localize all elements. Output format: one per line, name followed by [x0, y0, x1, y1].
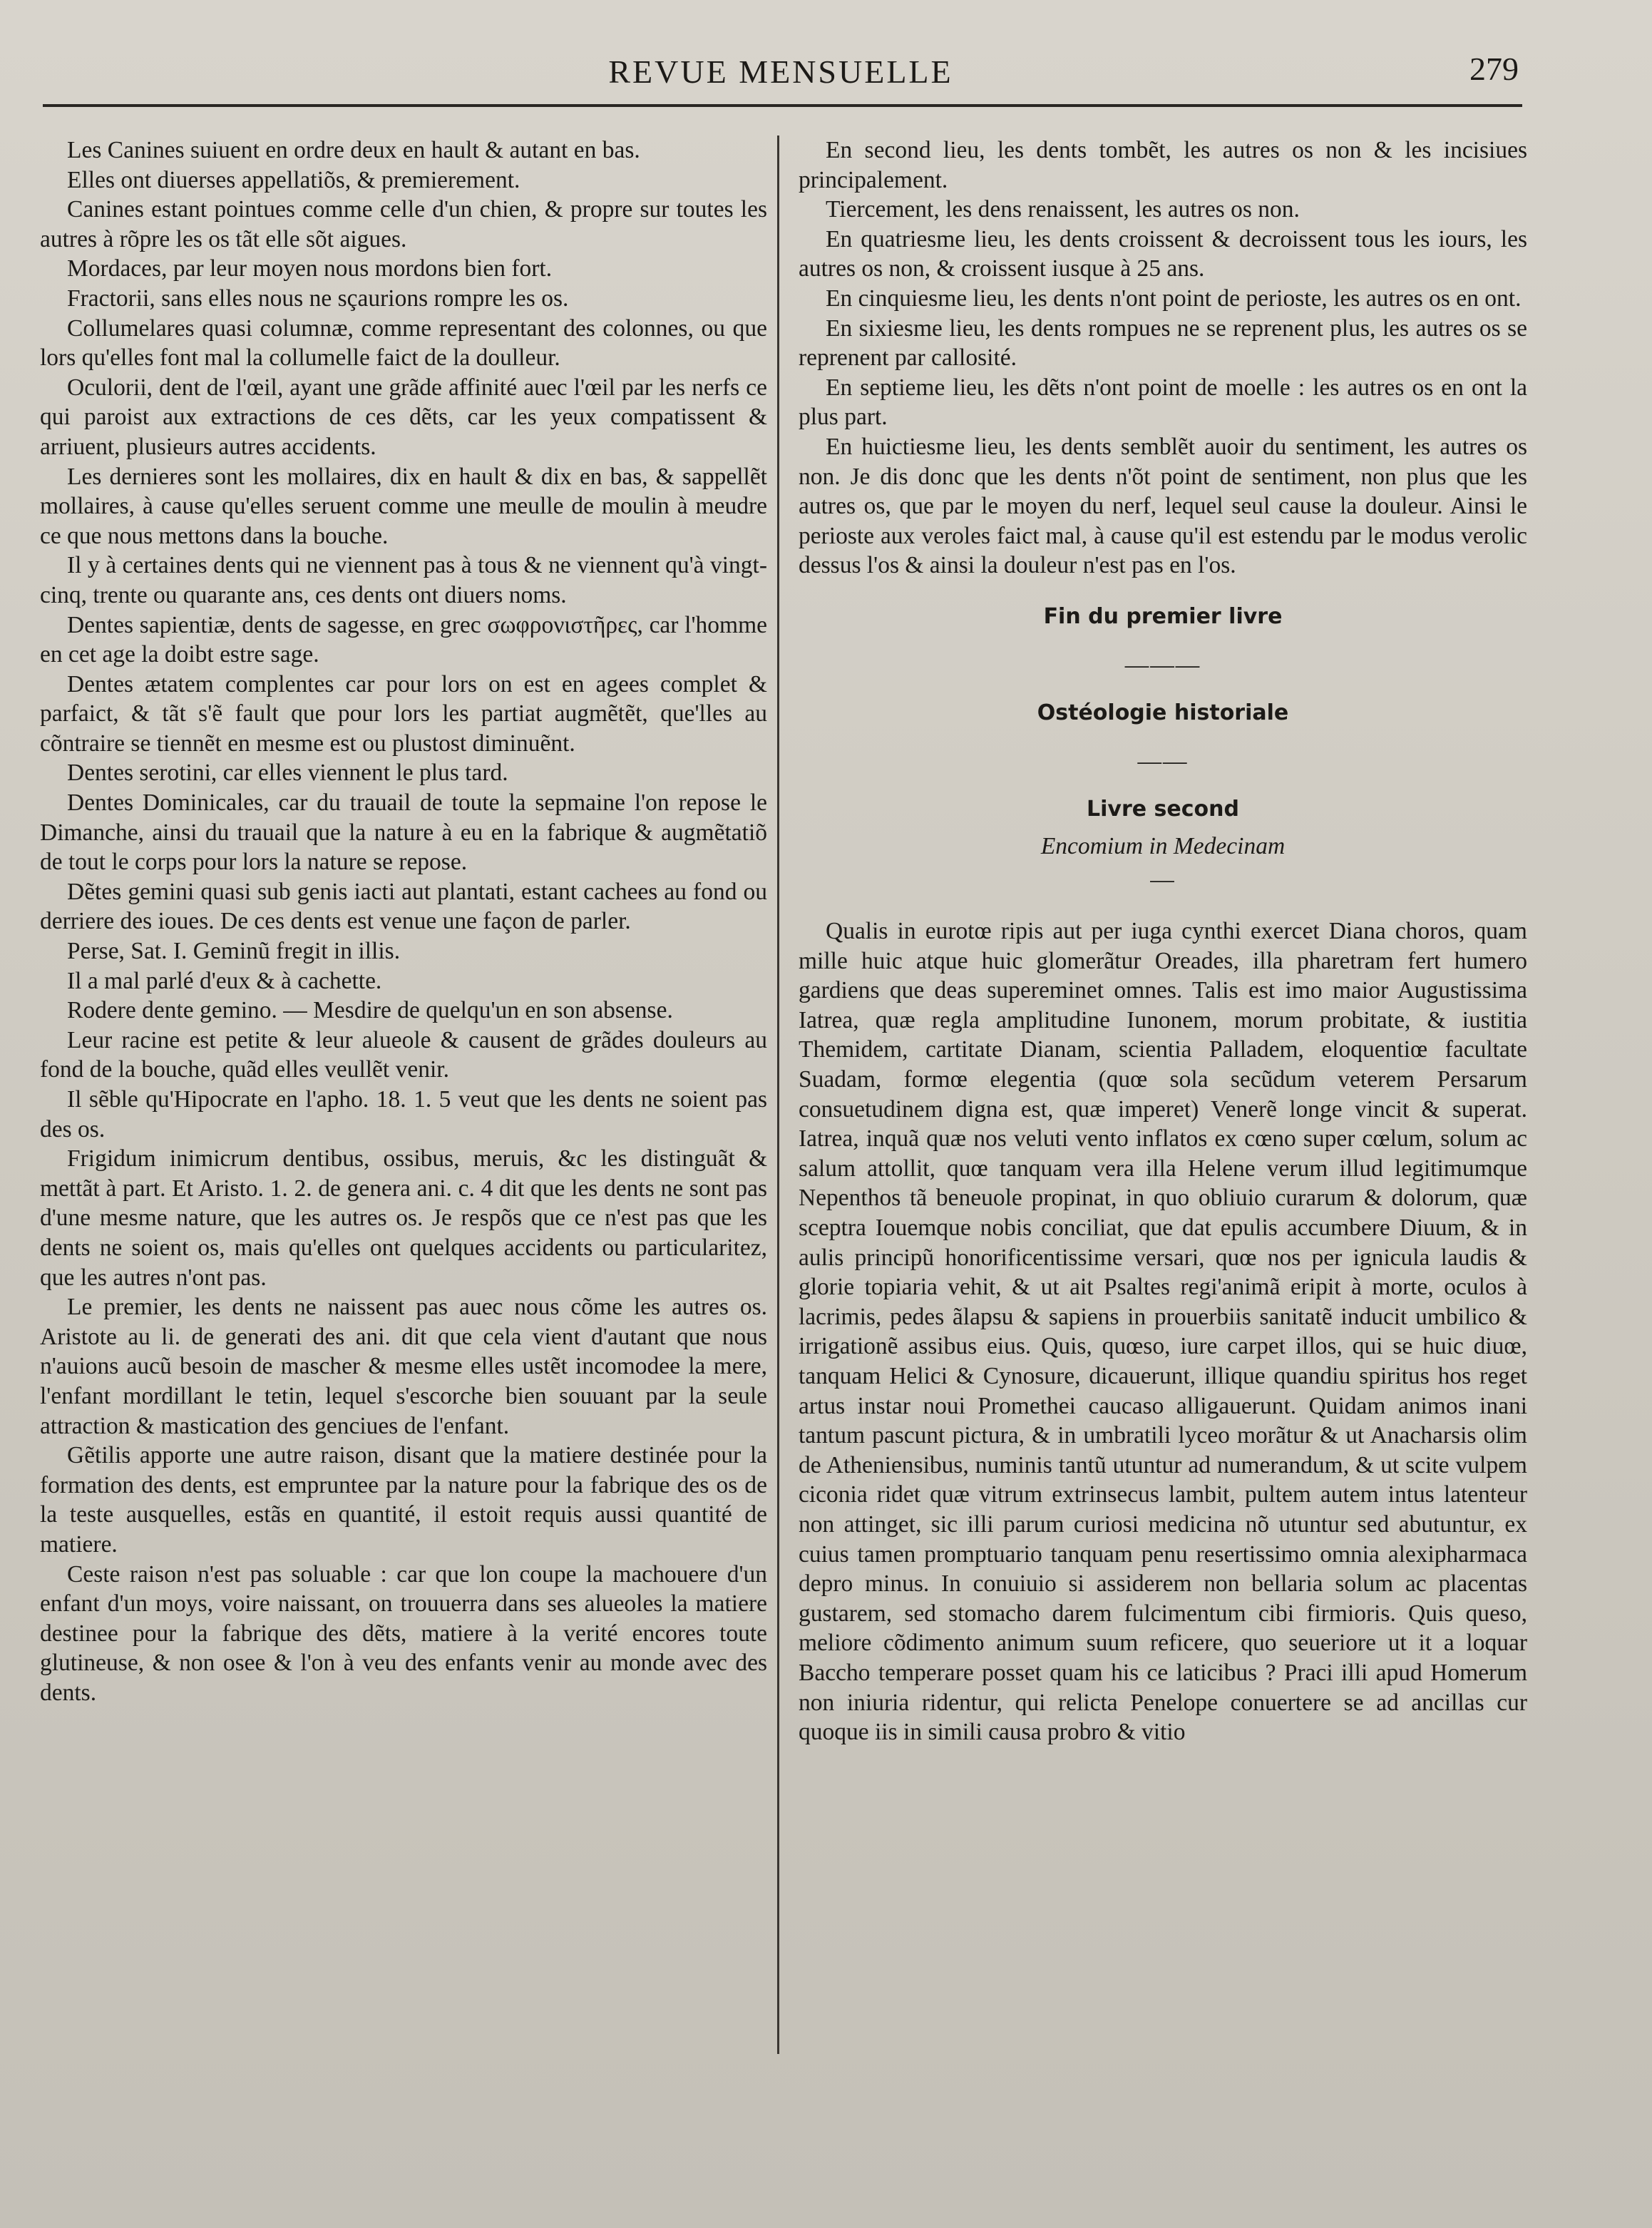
- separator-dash: ——: [1137, 747, 1189, 775]
- paragraph: En cinquiesme lieu, les dents n'ont point de perioste, les autres os en ont.: [826, 285, 1522, 312]
- paragraph: Il a mal parlé d'eux & à cachette.: [67, 967, 382, 994]
- paragraph: Elles ont diuerses appellatiõs, & premierement.: [67, 166, 520, 193]
- separator-dash: ———: [1124, 651, 1201, 678]
- column-divider: [777, 136, 779, 2054]
- paragraph: Dentes serotini, car elles viennent le plus tard.: [67, 760, 508, 787]
- left-column: [40, 136, 767, 1707]
- page-header: [43, 37, 1519, 101]
- paragraph: Frigidum inimicrum dentibus, ossibus, meruis, &c les distinguãt & mettãt à part. Et Aristo. 1. 2. de genera ani. c. 4 dit que les dents ne sont pas d'une mesme nature, que les autres os. Je respõs que ce n'est pas que les dents ne soient os, mais qu'elles ont quelques accidents ou particularitez, que les autres n'ont pas.: [40, 1145, 767, 1291]
- paragraph: Dentes Dominicales, car du trauail de toute la sepmaine l'on repose le Dimanche, ainsi du trauail que la nature à eu en la fabrique & augmẽtatiõ de tout le corps pour lors la nature se repose.: [40, 789, 767, 876]
- paragraph: Rodere dente gemino. — Mesdire de quelqu'un en son absense.: [67, 997, 673, 1024]
- paragraph: Les dernieres sont les mollaires, dix en hault & dix en bas, & sappellẽt mollaires, à cause qu'elles seruent comme une meulle de moulin à meudre ce que nous mettons dans la bouche.: [40, 463, 767, 549]
- paragraph: Ceste raison n'est pas soluable : car que lon coupe la machouere d'un enfant d'un moys, voire naissant, on trouuerra dans ses alueoles la matiere destinee pour la fabrique des dẽts, matiere à la verité encores toute glutineuse, & non osee & l'on à veu des enfants venir au monde avec des dents.: [40, 1560, 767, 1706]
- paragraph: Gẽtilis apporte une autre raison, disant que la matiere destinée pour la formation des dents, est empruntee par la nature pour la fabrique des os de la teste ausquelles, estãs en quantité, il estoit requis aussi quantité de matiere.: [40, 1442, 767, 1558]
- paragraph: En sixiesme lieu, les dents rompues ne se reprenent plus, les autres os se reprenent par callosité.: [799, 315, 1527, 372]
- paragraph: Les Canines suiuent en ordre deux en hault & autant en bas.: [67, 137, 640, 163]
- paragraph: En huictiesme lieu, les dents semblẽt auoir du sentiment, les autres os non. Je dis donc que les dents n'õt point de sentiment, non plus que les autres os, que par le moyen du nerf, lequel seul cause la douleur. Ainsi le perioste aux veroles faict mal, à cause qu'il est estendu par le modus verolic dessus l'os & ainsi la douleur n'est pas en l'os.: [799, 433, 1527, 579]
- running-title: REVUE MENSUELLE: [608, 53, 953, 90]
- end-of-book-heading: Fin du premier livre: [1043, 603, 1283, 629]
- paragraph: Le premier, les dents ne naissent pas auec nous cõme les autres os. Aristote au li. de generati des ani. dit que cela vient d'autant que nous n'auions aucũ besoin de mascher & mesme elles ustẽt incomodee la mere, l'enfant mordillant le tetin, lequel s'escorche bien souuant par la seule attraction & mastication des genciues de l'enfant.: [40, 1294, 767, 1439]
- paragraph: Fractorii, sans elles nous ne sçaurions rompre les os.: [67, 285, 569, 312]
- part-title: Ostéologie historiale: [1037, 700, 1289, 726]
- paragraph: En septieme lieu, les dẽts n'ont point de moelle : les autres os en ont la plus part.: [799, 374, 1527, 431]
- separator-dash: —: [1150, 867, 1176, 894]
- header-rule: [43, 104, 1522, 107]
- paragraph: Dẽtes gemini quasi sub genis iacti aut plantati, estant cachees au fond ou derriere des ioues. De ces dents est venue une façon de parler.: [40, 878, 767, 935]
- paragraph: Collumelares quasi columnæ, comme representant des colonnes, ou que lors qu'elles font mal la collumelle faict de la doulleur.: [40, 315, 767, 372]
- paragraph: Il y à certaines dents qui ne viennent pas à tous & ne viennent qu'à vingt-cinq, trente ou quarante ans, ces dents ont diuers noms.: [40, 552, 767, 608]
- latin-paragraph: Qualis in eurotœ ripis aut per iuga cynthi exercet Diana choros, quam mille huic atque huic glomerãtur Oreades, illa pharetram fert humero gardiens que deas supereminet omnes. Talis est imo maior Augustissima Iatrea, quæ regla amplitudine Iunonem, morum probitate, & iustitia Themidem, cartitate Dianam, scientia Palladem, eloquentiœ facultate Suadam, formœ elegentia (quœ sola secũdum veterem Persarum consuetudinem digna est, quæ imperet) Venerẽ longe vincit & superat. Iatrea, inquã quæ nos veluti vento inflatos ex cœno super cœlum, solum ac salum attollit, quœ tanquam vera illa Helene verum illud legitimumque Nepenthos tã beneuole propinat, in quo obliuio curarum & dolorum, quæ sceptra Iouemque nobis conciliat, que dat epulis accumbere Diuum, & in aulis principũ honorificentissime versari, quœ nos per ignicula laudis & glorie topiaria vehit, & ut ait Psaltes regi'animã eripit à morte, oculos à lacrimis, pedes ãlapsu & sapiens in prouerbiis sanitatẽ inducit umbilico & irrigationẽ assibus eius. Quis, quœso, iure carpet illos, qui se huic diuœ, tanquam Helici & Cynosure, dicauerunt, illique quandiu spiritus hos reget artus instar noui Promethei caucaso alligauerunt. Quidam animos inani tantum pascunt pictura, & in umbratili lyceo morãtur & ut Anacharsis olim de Atheniensibus, numinis tantũ utuntur ad numerandum, & ut scite vulpem ciconia ridet quæ vitrum extrinsecus lambit, pultem autem intus latenteur non attinget, sic illi parum curiosi medicina nõ utuntur sed abutuntur, ex cuius tamen promptuario tanquam penu resertissimo omnia alexipharmaca depro minus. In conuiuio si assiderem non bellaria solum ac placentas gustarem, sed stomacho darem fulcimentum cibi firmioris. Quis queso, meliore cõdimento animum suum reficere, quo seueriore ut it a loquar Baccho temperare posset quam his ce laticibus ? Praci illi apud Homerum non iniuria ridentur, qui relicta Penelope conuertere se ad ancillas cur quoque iis in simili causa probro & vitio: [799, 918, 1527, 1746]
- paragraph: En quatriesme lieu, les dents croissent & decroissent tous les iours, les autres os non, & croissent iusque à 25 ans.: [799, 225, 1527, 282]
- right-column: [799, 136, 1527, 1747]
- paragraph: Il sẽble qu'Hipocrate en l'apho. 18. 1. 5 veut que les dents ne soient pas des os.: [40, 1086, 767, 1143]
- paragraph: Perse, Sat. I. Geminũ fregit in illis.: [67, 938, 401, 965]
- page-number: 279: [1469, 51, 1519, 87]
- paragraph: Canines estant pointues comme celle d'un chien, & propre sur toutes les autres à rõpre les os tãt elle sõt aigues.: [40, 196, 767, 252]
- paragraph: Dentes ætatem complentes car pour lors on est en agees complet & parfaict, & tãt s'ẽ fault que pour lors les partiat augmẽtẽt, que'lles au cõntraire se tiennẽt en mesme est ou plustost diminuẽnt.: [40, 670, 767, 757]
- book-title: Livre second: [1087, 797, 1239, 822]
- paragraph: Tiercement, les dens renaissent, les autres os non.: [826, 196, 1300, 223]
- paragraph: Mordaces, par leur moyen nous mordons bien fort.: [67, 255, 553, 282]
- paragraph: Dentes sapientiæ, dents de sagesse, en grec σωφρονιστῆρες, car l'homme en cet age la doibt estre sage.: [40, 611, 767, 668]
- paragraph: Leur racine est petite & leur alueole & causent de grãdes douleurs au fond de la bouche, quãd elles veullẽt venir.: [40, 1026, 767, 1083]
- paragraph: Oculorii, dent de l'œil, ayant une grãde affinité auec l'œil par les nerfs ce qui paroist aux extractions de ces dẽts, car les yeux compatissent & arriuent, plusieurs autres accidents.: [40, 374, 767, 460]
- paragraph: En second lieu, les dents tombẽt, les autres os non & les incisiues principalement.: [799, 137, 1527, 193]
- book-subtitle: Encomium in Medecinam: [1040, 832, 1286, 859]
